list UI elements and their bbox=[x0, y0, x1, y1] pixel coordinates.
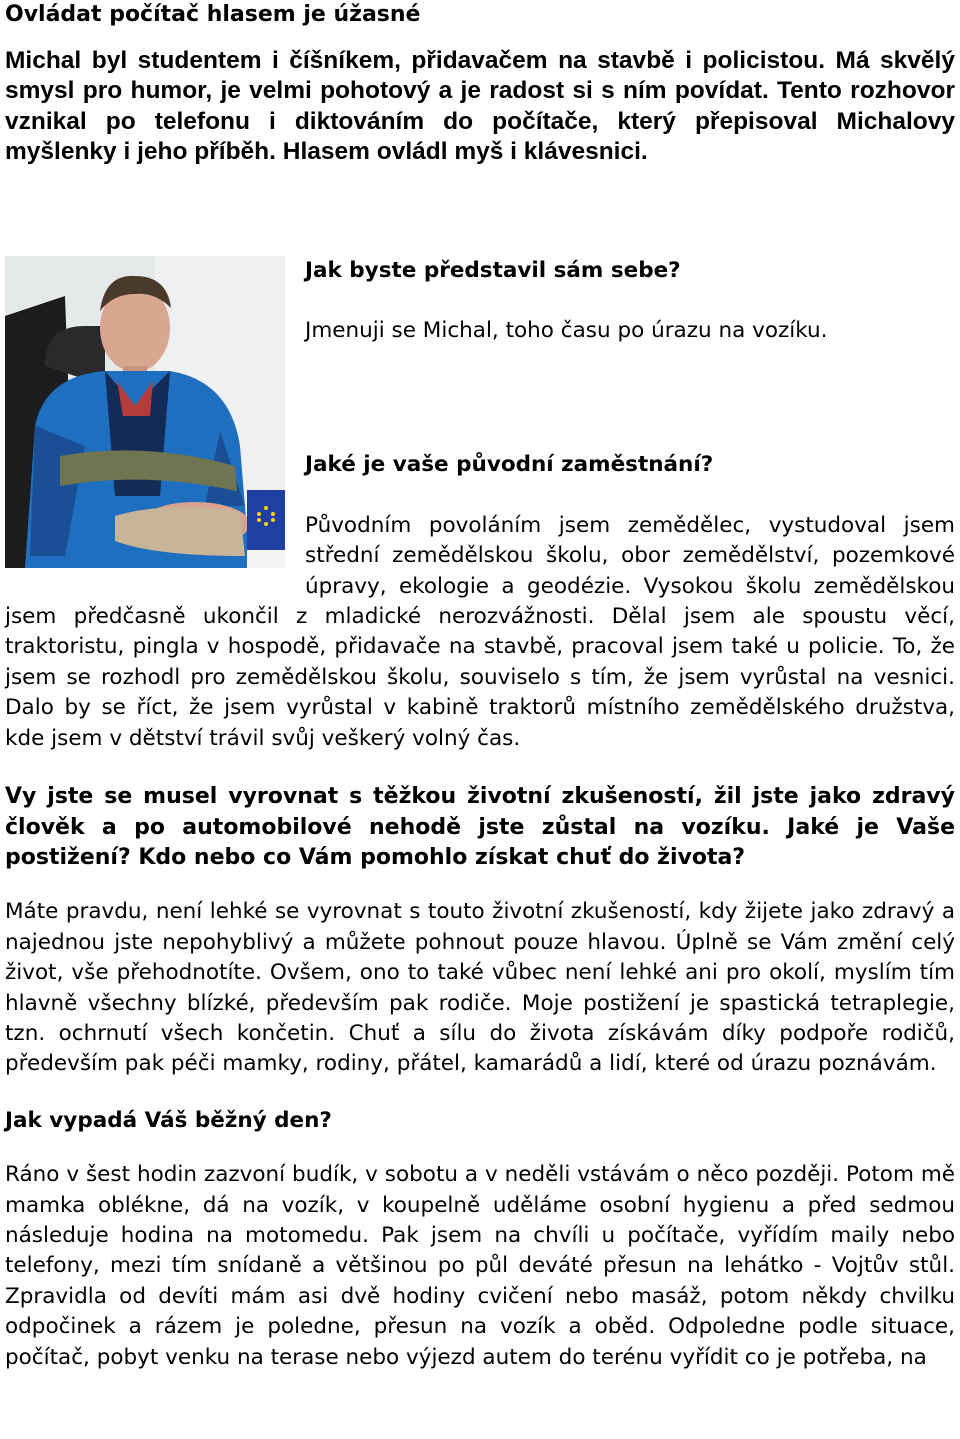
question-4: Jak vypadá Váš běžný den? bbox=[5, 1107, 332, 1133]
article-intro: Michal byl studentem i číšníkem, přidavačem na stavbě i policistou. Má skvělý smysl pro humor, je velmi pohotový a je radost si s ním povídat. Tento rozhovor vznikal po telefonu i diktováním do počítače, který přepisoval Michalovy myšlenky i jeho příběh. Hlasem ovládl myš i klávesnici. bbox=[5, 47, 955, 166]
answer-3: Máte pravdu, není lehké se vyrovnat s touto životní zkušeností, kdy žijete jako zdravý a najednou jste nepohyblivý a můžete pohnout pouze hlavou. Úplně se Vám změní celý život, vše přehodnotíte. Ovšem, ono to také vůbec není lehké ani pro okolí, myslím tím hlavně všechny blízké, především pak rodiče. Moje postižení je spastická tetraplegie, tzn. ochrnutí všech končetin. Chuť a sílu do života získávám díky podpoře rodičů, především pak péči mamky, rodiny, přátel, kamarádů a lidí, které od úrazu poznávám. bbox=[5, 899, 955, 1077]
article-title: Ovládat počítač hlasem je úžasné bbox=[5, 2, 421, 27]
answer-4: Ráno v šest hodin zazvoní budík, v sobotu a v neděli vstávám o něco později. Potom mě mamka oblékne, dá na vozík, v koupelně uděláme osobní hygienu a před sedmou následuje hodina na motomedu. Pak jsem na chvíli u počítače, vyřídím maily nebo telefony, mezi tím snídaně a většinou po půl deváté přesun na lehátko - Vojtův stůl. Zpravidla od devíti mám asi dvě hodiny cvičení nebo masáž, potom někdy chvilku odpočinek a rázem je poledne, přesun na vozík a oběd. Odpoledne podle situace, počítač, pobyt venku na terase nebo výjezd autem do terénu vyřídit co je potřeba, na bbox=[5, 1162, 955, 1370]
interview-section bbox=[5, 256, 955, 754]
article bbox=[5, 0, 955, 1373]
answer-1: Jmenuji se Michal, toho času po úrazu na vozíku. bbox=[305, 318, 828, 344]
question-2: Jaké je vaše původní zaměstnání? bbox=[305, 452, 714, 478]
answer-2: Původním povoláním jsem zemědělec, vystudoval jsem střední zemědělskou školu, obor zemědělství, pozemkové úpravy, ekologie a geodézie. Vysokou školu zemědělskou jsem předčasně ukončil z mladické nerozvážnosti. Dělal jsem ale spoustu věcí, traktoristu, pingla v hospodě, přidavače na stavbě, pracoval jsem také u policie. To, že jsem se rozhodl pro zemědělskou školu, souviselo s tím, že jsem vyrůstal na vesnici. Dalo by se říct, že jsem vyrůstal v kabině traktorů místního zemědělského družstva, kde jsem v dětství trávil svůj veškerý volný čas. bbox=[5, 512, 955, 751]
portrait-photo bbox=[5, 256, 285, 568]
question-3: Vy jste se musel vyrovnat s těžkou životní zkušeností, žil jste jako zdravý člověk a po automobilové nehodě jste zůstal na vozíku. Jaké je Vaše postižení? Kdo nebo co Vám pomohlo získat chuť do života? bbox=[5, 784, 955, 870]
question-1: Jak byste představil sám sebe? bbox=[305, 257, 681, 283]
